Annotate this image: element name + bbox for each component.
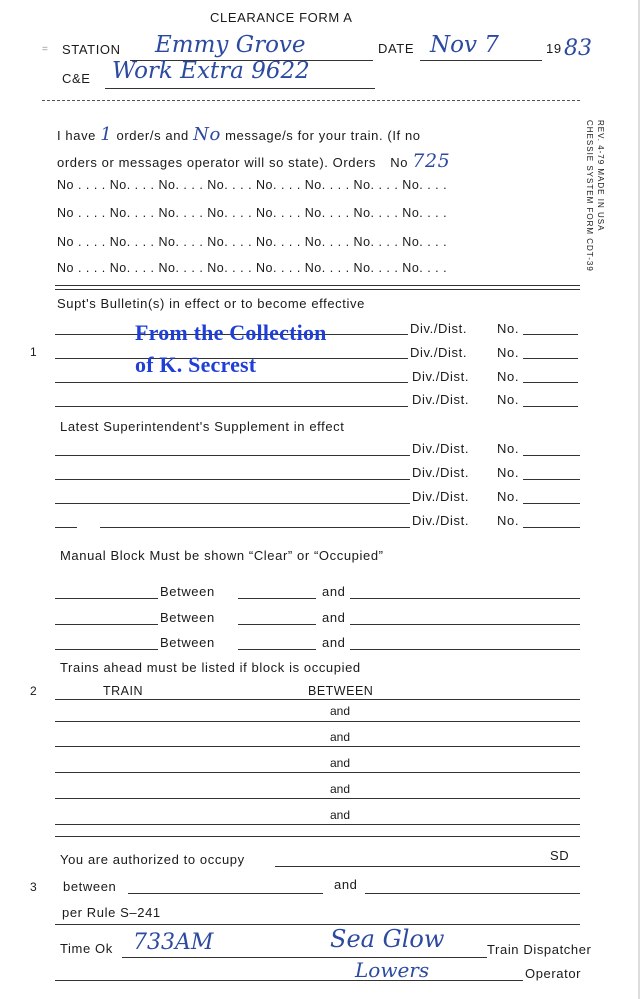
bulletin-line [55,406,408,407]
order-numbers-row: No . . . . No. . . . No. . . . No. . . . No. . . . No. . . . No. . . . No. . . . [57,261,448,275]
bulletin-no-label: No. [497,345,520,360]
supplement-line [100,527,410,528]
block-between-label: Between [160,635,215,650]
ce-line [105,88,375,89]
trains-line [55,772,580,773]
supplement-no-line [523,455,580,456]
column-train: TRAIN [103,684,143,698]
block-line [55,649,158,650]
block-between-label: Between [160,584,215,599]
bulletin-no-line [523,358,578,359]
trains-and-label: and [330,704,351,718]
block-and-label: and [322,635,346,650]
orders-line-1 [57,124,421,145]
orders-line-2 [57,150,450,172]
authorized-line [275,866,580,867]
bulletin-no-label: No. [497,392,520,407]
bulletin-div-label: Div./Dist. [412,392,470,407]
supplement-heading: Latest Superintendent's Supplement in effect [60,419,345,434]
supplement-div-label: Div./Dist. [412,465,470,480]
operator-line [55,980,523,981]
orders-text-a: I have [57,128,97,143]
ce-label: C&E [62,71,91,86]
dispatcher-signature: Sea Glow [330,925,445,953]
bulletin-no-line [523,334,578,335]
station-label: STATION [62,42,121,57]
orders-divider [55,285,580,286]
trains-line [55,746,580,747]
trains-line [55,798,580,799]
orders-text-c: message/s for your train. (If no [225,128,421,143]
date-label: DATE [378,41,415,56]
collection-stamp-line-1: From the Collection [135,320,327,345]
supplement-line [55,503,410,504]
sd-label: SD [550,848,570,863]
time-ok-value: 733AM [133,930,214,955]
orders-divider-2 [55,289,580,290]
form-id-line-1: CHESSIE SYSTEM FORM CDT-39 [585,120,594,272]
block-line [55,624,158,625]
operator-label: Operator [525,966,582,981]
rule-divider [55,924,580,925]
trains-line [55,721,580,722]
supplement-div-label: Div./Dist. [412,441,470,456]
order-numbers-row: No . . . . No. . . . No. . . . No. . . . No. . . . No. . . . No. . . . No. . . . [57,178,448,192]
bulletin-no-label: No. [497,369,520,384]
trains-divider [55,836,580,837]
supplement-no-label: No. [497,465,520,480]
order-numbers-row: No . . . . No. . . . No. . . . No. . . . No. . . . No. . . . No. . . . No. . . . [57,206,448,220]
orders-no-label: No [390,155,409,170]
trains-ahead-heading: Trains ahead must be listed if block is occupied [60,660,361,675]
supplement-no-label: No. [497,489,520,504]
bulletin-no-line [523,382,578,383]
block-line [350,624,580,625]
trains-and-label: and [330,808,351,822]
bulletin-div-label: Div./Dist. [410,321,468,336]
hole-mark-1: = [42,44,48,55]
messages-count: No [193,124,221,145]
date-value: Nov 7 [430,32,499,58]
supplement-div-label: Div./Dist. [412,489,470,504]
supplement-no-line [523,527,580,528]
station-value: Emmy Grove [155,32,306,58]
supplement-line [55,479,410,480]
operator-signature: Lowers [355,958,430,982]
bulletins-heading: Supt's Bulletin(s) in effect or to become effective [57,296,365,311]
orders-no-value: 725 [412,150,451,172]
trains-line [55,824,580,825]
orders-count: 1 [100,124,113,145]
bulletin-no-line [523,406,578,407]
block-line [238,649,316,650]
trains-and-label: and [330,782,351,796]
trains-line [55,699,580,700]
auth-and-line [365,893,580,894]
supplement-div-label: Div./Dist. [412,513,470,528]
column-between: BETWEEN [308,684,374,698]
block-line [238,624,316,625]
dispatcher-label: Train Dispatcher [487,942,592,957]
block-and-label: and [322,610,346,625]
block-line [55,598,158,599]
auth-and-label: and [334,877,358,892]
bulletin-no-label: No. [497,321,520,336]
bulletin-line [55,382,408,383]
date-line [420,60,542,61]
manual-block-heading: Manual Block Must be shown “Clear” or “Occupied” [60,548,384,563]
orders-text-b: order/s and [116,128,189,143]
ce-value: Work Extra 9622 [112,58,310,84]
time-ok-line [122,957,487,958]
time-ok-label: Time Ok [60,941,113,956]
supplement-no-label: No. [497,441,520,456]
order-numbers-row: No . . . . No. . . . No. . . . No. . . . No. . . . No. . . . No. . . . No. . . . [57,235,448,249]
margin-number-3: 3 [30,880,37,894]
margin-number-2: 2 [30,684,37,698]
trains-and-label: and [330,730,351,744]
trains-and-label: and [330,756,351,770]
block-line [350,649,580,650]
authorized-label: You are authorized to occupy [60,852,245,867]
block-line [238,598,316,599]
supplement-line-short [55,527,77,528]
block-and-label: and [322,584,346,599]
form-title: CLEARANCE FORM A [210,10,353,25]
auth-between-line [128,893,323,894]
supplement-line [55,455,410,456]
auth-between-label: between [63,879,117,894]
supplement-no-line [523,479,580,480]
form-id-line-2: REV. 4-79 MADE IN USA [596,120,605,232]
block-line [350,598,580,599]
rule-label: per Rule S–241 [62,905,161,920]
collection-stamp-line-2: of K. Secrest [135,352,257,377]
form-identifier [585,120,615,280]
header-divider [42,100,580,101]
supplement-no-line [523,503,580,504]
bulletin-div-label: Div./Dist. [412,369,470,384]
supplement-no-label: No. [497,513,520,528]
orders-text-d: orders or messages operator will so state). Orders [57,155,376,170]
margin-number-1: 1 [30,345,37,359]
block-between-label: Between [160,610,215,625]
bulletin-div-label: Div./Dist. [410,345,468,360]
year-prefix: 19 [546,41,562,56]
year-value: 83 [564,36,592,61]
